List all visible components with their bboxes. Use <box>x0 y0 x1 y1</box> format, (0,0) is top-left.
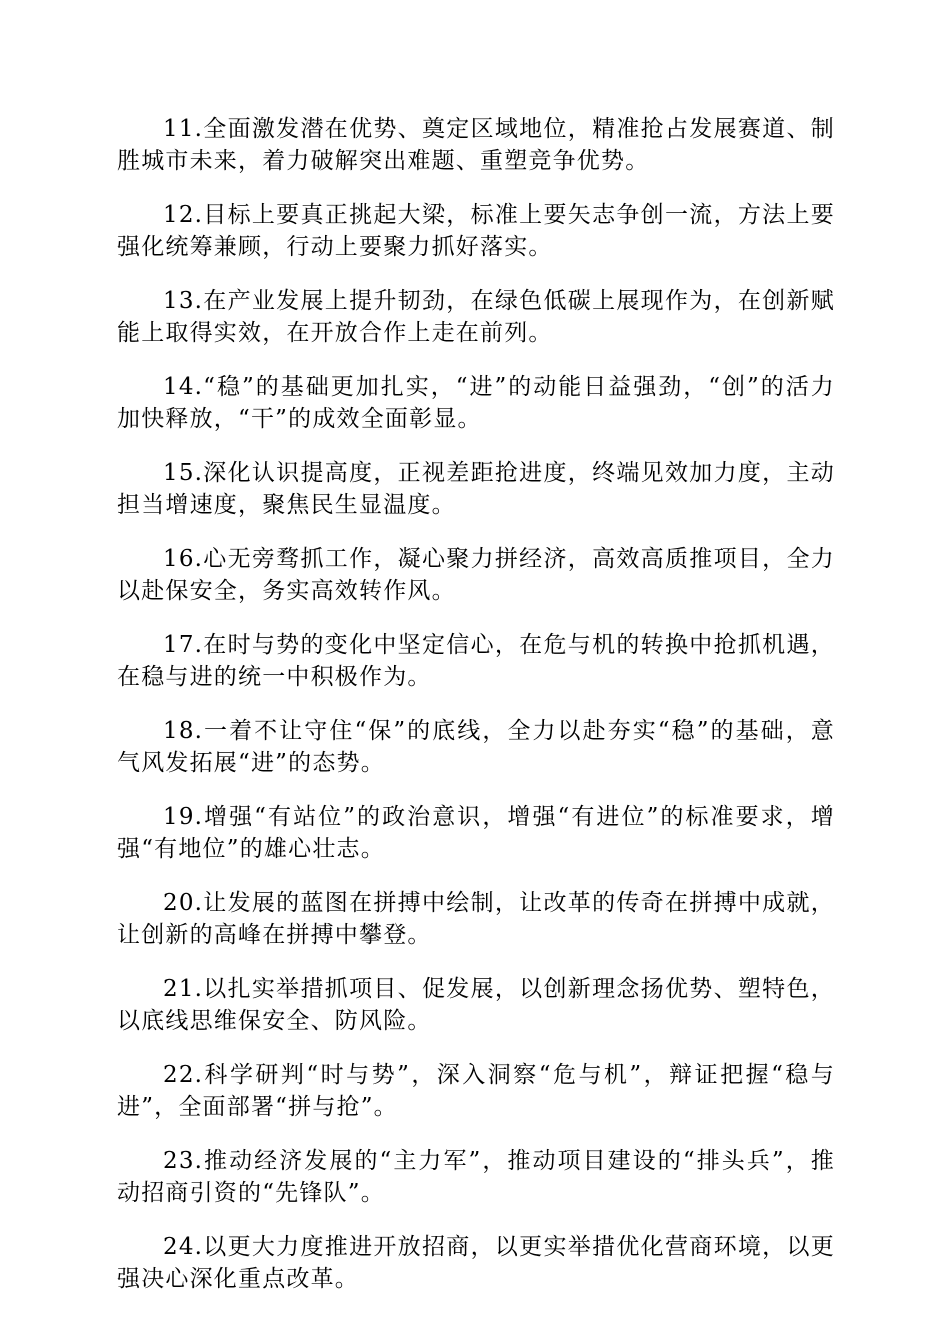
paragraph-17: 17.在时与势的变化中坚定信心，在危与机的转换中抢抓机遇，在稳与进的统一中积极作为。 <box>117 632 835 690</box>
paragraph-20: 20.让发展的蓝图在拼搏中绘制，让改革的传奇在拼搏中成就，让创新的高峰在拼搏中攀登。 <box>117 890 835 948</box>
paragraph-12: 12.目标上要真正挑起大梁，标准上要矢志争创一流，方法上要强化统筹兼顾，行动上要聚力抓好落实。 <box>117 202 835 260</box>
paragraph-19: 19.增强“有站位”的政治意识，增强“有进位”的标准要求，增强“有地位”的雄心壮志。 <box>117 804 835 862</box>
paragraph-21: 21.以扎实举措抓项目、促发展，以创新理念扬优势、塑特色，以底线思维保安全、防风险。 <box>117 976 835 1034</box>
paragraph-18: 18.一着不让守住“保”的底线，全力以赴夯实“稳”的基础，意气风发拓展“进”的态势。 <box>117 718 835 776</box>
paragraph-16: 16.心无旁骛抓工作，凝心聚力拼经济，高效高质推项目，全力以赴保安全，务实高效转作风。 <box>117 546 835 604</box>
paragraph-11: 11.全面激发潜在优势、奠定区域地位，精准抢占发展赛道、制胜城市未来，着力破解突出难题、重塑竞争优势。 <box>117 116 835 174</box>
paragraph-13: 13.在产业发展上提升韧劲，在绿色低碳上展现作为，在创新赋能上取得实效，在开放合作上走在前列。 <box>117 288 835 346</box>
paragraph-15: 15.深化认识提高度，正视差距抢进度，终端见效加力度，主动担当增速度，聚焦民生显温度。 <box>117 460 835 518</box>
paragraph-24: 24.以更大力度推进开放招商，以更实举措优化营商环境，以更强决心深化重点改革。 <box>117 1234 835 1292</box>
paragraph-22: 22.科学研判“时与势”，深入洞察“危与机”，辩证把握“稳与进”，全面部署“拼与抢”。 <box>117 1062 835 1120</box>
paragraph-14: 14.“稳”的基础更加扎实，“进”的动能日益强劲，“创”的活力加快释放，“干”的成效全面彰显。 <box>117 374 835 432</box>
document-body <box>117 113 835 1317</box>
paragraph-23: 23.推动经济发展的“主力军”，推动项目建设的“排头兵”，推动招商引资的“先锋队”。 <box>117 1148 835 1206</box>
